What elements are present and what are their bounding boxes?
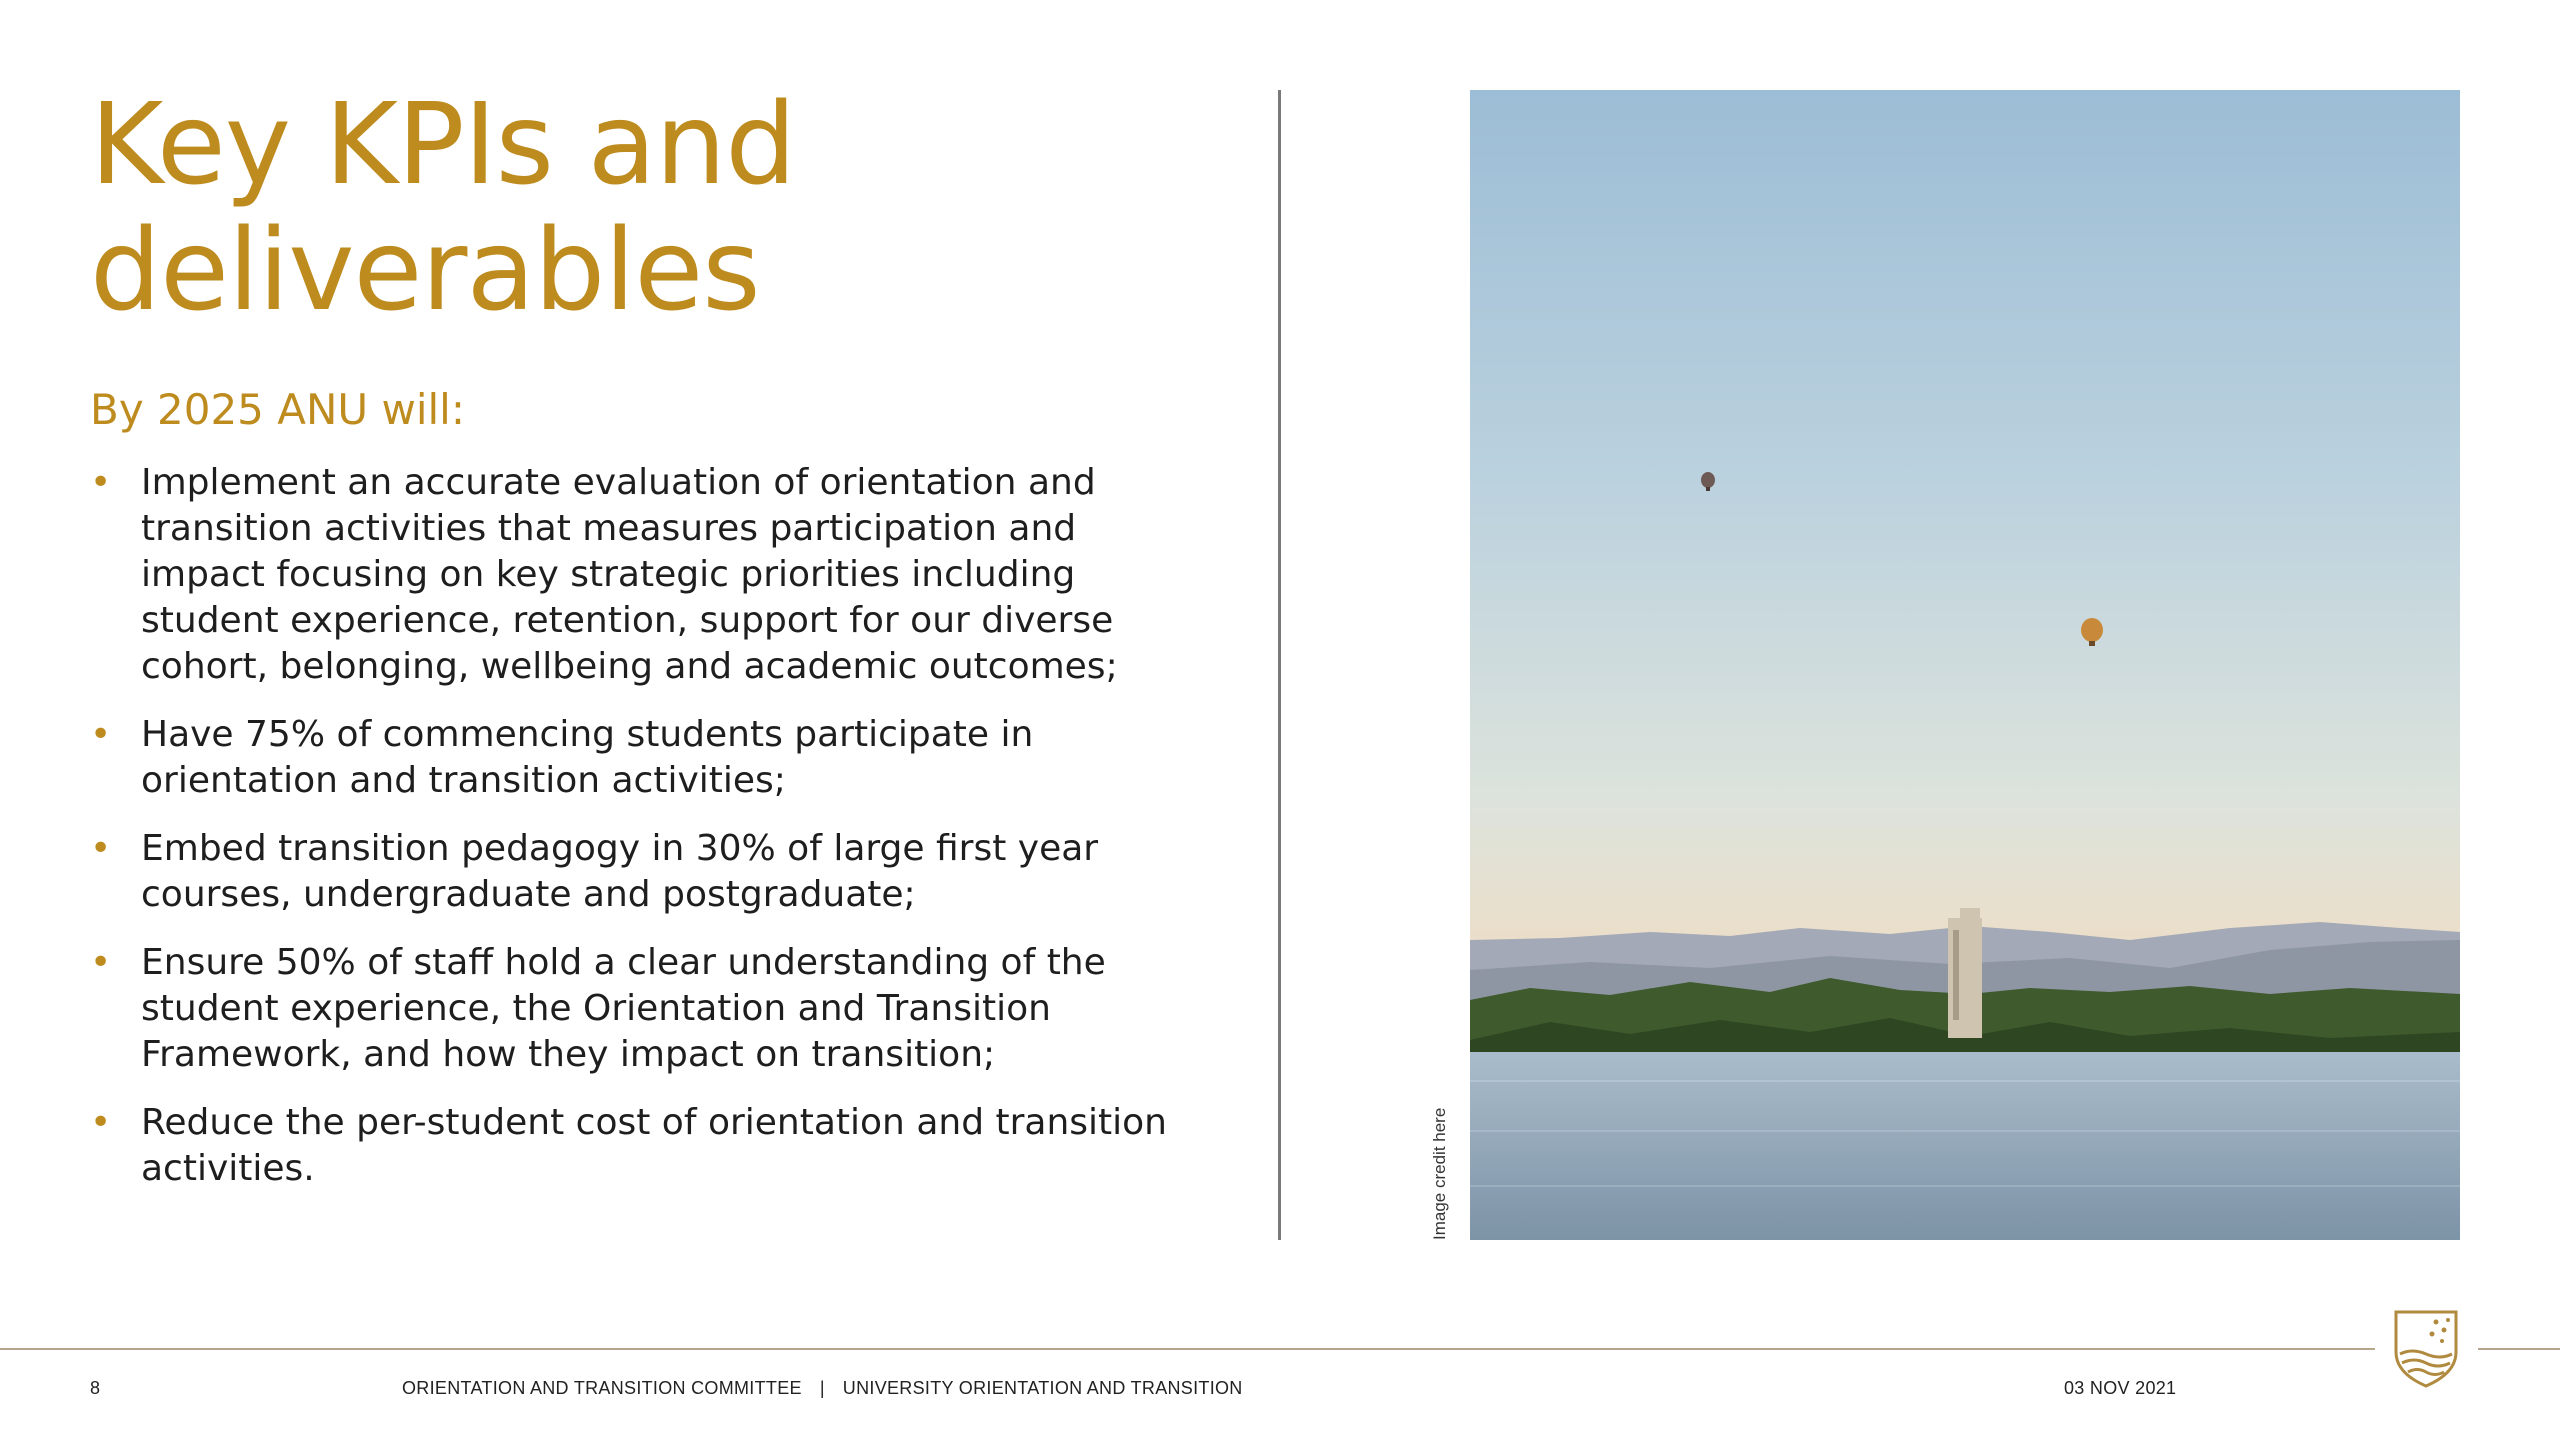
kpi-bullet-item: [90, 460, 1210, 690]
footer-left-label: ORIENTATION AND TRANSITION COMMITTEE: [402, 1378, 802, 1398]
bullet-marker: •: [90, 828, 112, 869]
bullet-text: Embed transition pedagogy in 30% of large first year courses, undergraduate and postgraduate;: [141, 828, 1099, 915]
bullet-text: Ensure 50% of staff hold a clear understanding of the student experience, the Orientation and Transition Framework, and how they impact on transition;: [141, 942, 1106, 1075]
title-line-2: deliverables: [90, 206, 760, 336]
footer-rule-left: [0, 1348, 2375, 1350]
kpi-bullet-item: [90, 712, 1210, 804]
bullet-marker: •: [90, 1102, 112, 1143]
title-line-1: Key KPIs and: [90, 80, 796, 210]
footer-date: 03 NOV 2021: [2064, 1378, 2177, 1398]
kpi-bullet-item: [90, 1100, 1210, 1192]
footer-separator: |: [819, 1378, 825, 1398]
slide-subtitle: By 2025 ANU will:: [90, 385, 466, 434]
lake-landscape-photo: [1470, 90, 2460, 1240]
slide-title: [90, 82, 1190, 334]
bullet-marker: •: [90, 714, 112, 755]
bullet-text: Reduce the per-student cost of orientation and transition activities.: [141, 1102, 1167, 1189]
bullet-marker: •: [90, 942, 112, 983]
image-credit: Image credit here: [1430, 1107, 1449, 1240]
anu-crest-icon: [2392, 1308, 2460, 1388]
footer-rule-right: [2478, 1348, 2560, 1350]
kpi-bullet-item: [90, 940, 1210, 1078]
column-divider: [1278, 90, 1281, 1240]
footer-right-label: UNIVERSITY ORIENTATION AND TRANSITION: [842, 1378, 1243, 1398]
kpi-bullet-item: [90, 826, 1210, 918]
bullet-text: Have 75% of commencing students participate in orientation and transition activities;: [141, 714, 1034, 801]
kpi-bullet-list: [90, 460, 1210, 1214]
bullet-marker: •: [90, 462, 112, 503]
bullet-text: Implement an accurate evaluation of orientation and transition activities that measures participation and impact focusing on key strategic priorities including student experience, retention, support for our diverse cohort, belonging, wellbeing and academic outcomes;: [141, 462, 1118, 687]
page-number: 8: [90, 1378, 101, 1398]
footer-title: [402, 1378, 1243, 1399]
